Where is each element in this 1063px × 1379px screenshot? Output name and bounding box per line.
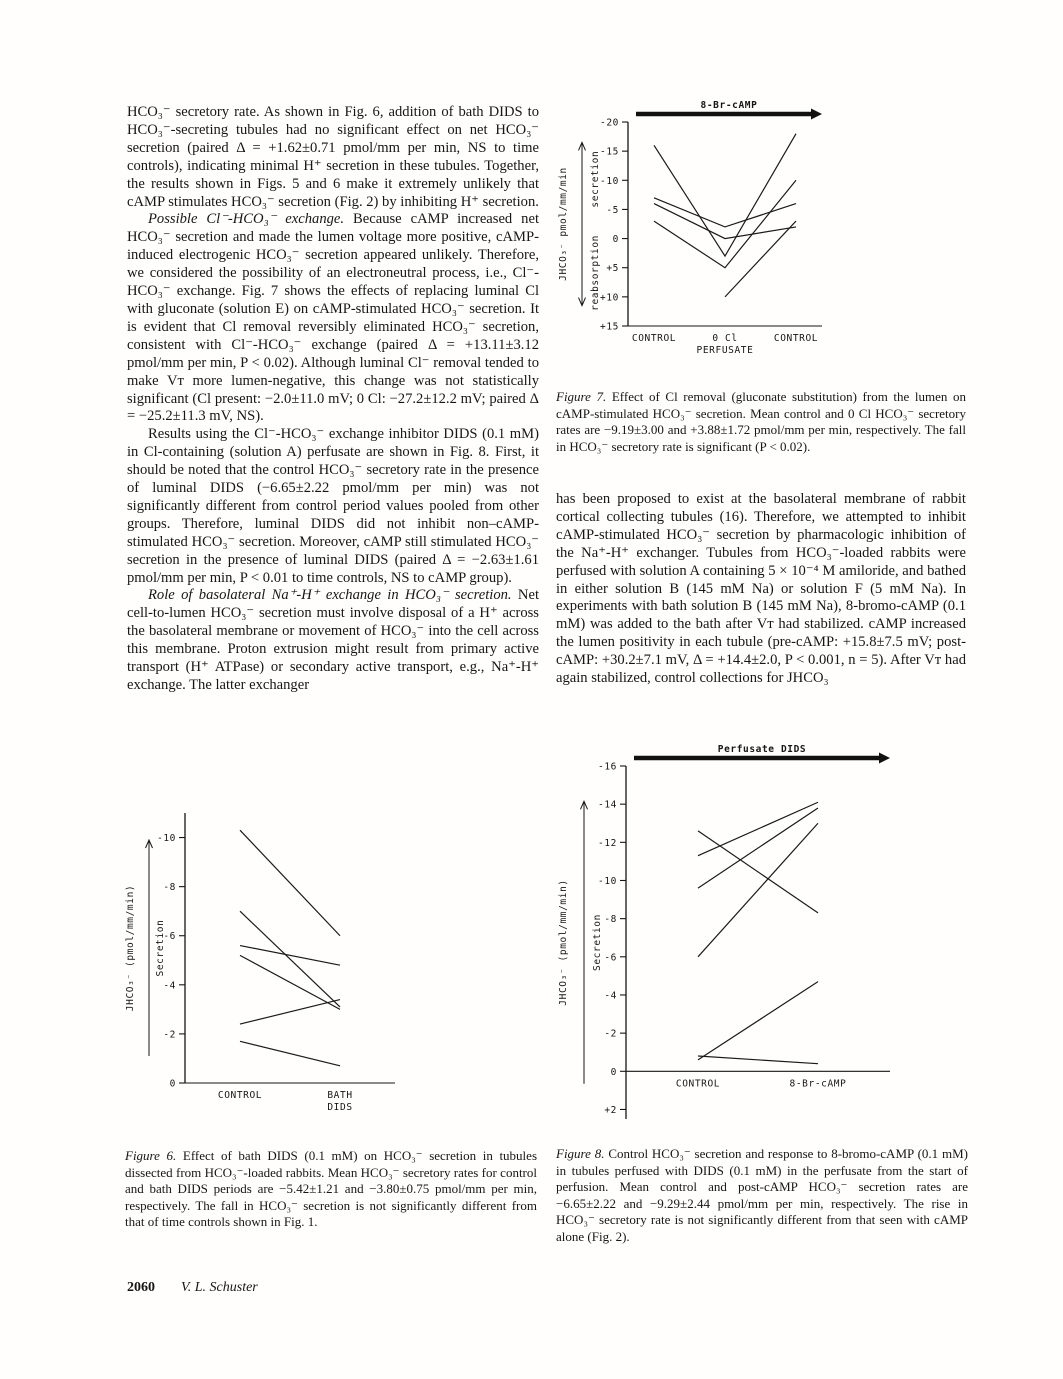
y-tick-label: -20 bbox=[600, 117, 619, 129]
y-direction-label: Secretion bbox=[155, 919, 166, 977]
figure7-line-chart bbox=[556, 92, 846, 382]
figure8-line-chart bbox=[556, 742, 916, 1137]
condition-arrow-label: Perfusate DIDS bbox=[717, 744, 807, 755]
y-tick-label: -10 bbox=[157, 833, 176, 845]
tubule-line bbox=[654, 134, 796, 256]
y-tick-label: -14 bbox=[598, 799, 617, 811]
figure-7 bbox=[556, 92, 966, 455]
y-tick-label: -4 bbox=[163, 980, 176, 992]
y-direction-label: Secretion bbox=[592, 914, 603, 971]
figure8-caption bbox=[556, 1146, 968, 1246]
x-category-label: CONTROL bbox=[631, 333, 677, 344]
tubule-line bbox=[240, 946, 340, 966]
figure7-caption-text: Effect of Cl removal (gluconate substitution) from the lumen on cAMP-stimulated HCO₃⁻ secretion. Mean control and 0 Cl HCO₃⁻ secretory rates are −9.19±3.00 and +3.88±1.72 pmol/mm per min, respectively. The fall in HCO₃⁻ secretory rate is significant (P < 0.02). bbox=[556, 389, 966, 454]
figure7-caption-lead: Figure 7. bbox=[556, 389, 607, 404]
figure8-caption-text: Control HCO₃⁻ secretion and response to 8-bromo-cAMP (0.1 mM) in tubules perfused with DIDS (0.1 mM) in the perfusate from the start of perfusion. Mean control and post-cAMP HCO₃⁻ secretion rates are −6.65±2.22 and −9.29±2.44 pmol/mm per min, respectively. The rise in HCO₃⁻ secretory rate is not significantly different from that seen with cAMP alone (Fig. 2). bbox=[556, 1146, 969, 1244]
condition-arrow-head bbox=[811, 109, 822, 120]
condition-arrow-label: 8-Br-cAMP bbox=[700, 100, 758, 111]
y-tick-label: 0 bbox=[610, 1066, 617, 1078]
figure6-caption-text: Effect of bath DIDS (0.1 mM) on HCO₃⁻ secretion in tubules dissected from HCO₃⁻-loaded rabbits. Mean HCO₃⁻ secretory rates for control and bath DIDS periods are −5.42±1.21 and −3.80±0.75 pmol/mm per min, respectively. The fall in HCO₃⁻ secretion is not significantly different from that of time controls shown in Fig. 1. bbox=[125, 1148, 537, 1230]
tubule-line bbox=[654, 180, 796, 267]
figure-8 bbox=[556, 742, 968, 1246]
y-tick-label: -15 bbox=[600, 146, 619, 158]
paragraph-possible-cl-hco3-exchange bbox=[127, 211, 539, 426]
x-category-label: DIDS bbox=[327, 1102, 353, 1113]
x-category-label: 0 Cl bbox=[712, 333, 738, 344]
page-footer bbox=[127, 1280, 258, 1296]
left-column bbox=[127, 104, 539, 695]
figure6-caption-lead: Figure 6. bbox=[125, 1148, 177, 1163]
paragraph-role-basolateral-exchange bbox=[127, 587, 539, 694]
y-axis-label: JHCO₃⁻ (pmol/mm/min) bbox=[125, 884, 136, 1012]
y-tick-label: -6 bbox=[604, 952, 617, 964]
x-category-label: CONTROL bbox=[217, 1090, 263, 1101]
x-category-label: BATH bbox=[327, 1090, 353, 1101]
tubule-line bbox=[240, 1041, 340, 1066]
tubule-line bbox=[240, 911, 340, 1007]
y-tick-label: +15 bbox=[600, 321, 619, 333]
author-name: V. L. Schuster bbox=[181, 1280, 258, 1295]
figure8-caption-lead: Figure 8. bbox=[556, 1146, 605, 1161]
y-tick-label: -8 bbox=[163, 882, 176, 894]
tubule-line bbox=[654, 204, 796, 239]
x-category-label: CONTROL bbox=[773, 333, 819, 344]
y-tick-label: -16 bbox=[598, 761, 617, 773]
y-tick-label: -2 bbox=[604, 1028, 617, 1040]
y-tick-label: -4 bbox=[604, 990, 617, 1002]
tubule-line bbox=[240, 830, 340, 936]
tubule-line bbox=[698, 1056, 818, 1064]
paragraph-text: Net cell-to-lumen HCO₃⁻ secretion must involve disposal of a H⁺ across the basolateral membrane or movement of HCO₃⁻ into the cell across this membrane. Proton extrusion might result from primary active transport (H⁺ ATPase) or secondary active transport, e.g., Na⁺-H⁺ exchange. The latter exchanger bbox=[127, 587, 539, 693]
y-axis-label: JHCO₃⁻ (pmol/mm/min) bbox=[558, 879, 569, 1006]
y-tick-label: +10 bbox=[600, 292, 619, 304]
figure-6 bbox=[125, 795, 537, 1231]
y-tick-label: +5 bbox=[606, 263, 619, 275]
y-direction-label: secretion bbox=[590, 150, 601, 208]
figure6-caption bbox=[125, 1148, 537, 1231]
x-category-label: CONTROL bbox=[675, 1078, 721, 1090]
y-tick-label: -5 bbox=[606, 204, 619, 216]
y-tick-label: -10 bbox=[600, 175, 619, 187]
page-number: 2060 bbox=[127, 1280, 155, 1295]
y-tick-label: 0 bbox=[169, 1078, 176, 1090]
tubule-line bbox=[654, 198, 796, 227]
figure6-line-chart bbox=[125, 795, 425, 1140]
paragraph-results-luminal-dids: Results using the Cl⁻-HCO₃⁻ exchange inhibitor DIDS (0.1 mM) in Cl-containing (solution A) perfusate are shown in Fig. 8. First, it should be noted that the control HCO₃⁻ secretory rate in the presence of luminal DIDS (−6.65±2.22 pmol/mm per min) was not significantly different from control period values pooled from other groups. Therefore, luminal DIDS did not inhibit non–cAMP-stimulated HCO₃⁻ secretion. Moreover, cAMP still stimulated HCO₃⁻ secretion in the presence of luminal DIDS (paired Δ = −2.63±1.61 pmol/mm per min, P < 0.01 to time controls, NS to cAMP group). bbox=[127, 426, 539, 586]
tubule-line bbox=[240, 955, 340, 1009]
x-sub-label: PERFUSATE bbox=[696, 345, 754, 356]
tubule-line bbox=[240, 1000, 340, 1025]
figure7-caption bbox=[556, 389, 966, 455]
paragraph-text: Because cAMP increased net HCO₃⁻ secretion and made the lumen voltage more positive, cAMP-induced electrogenic HCO₃⁻ secretion appeared unlikely. Therefore, we considered the possibility of an electroneutral process, i.e., Cl⁻-HCO₃⁻ exchange. Fig. 7 shows the effects of replacing luminal Cl with gluconate (solution E) on cAMP-stimulated HCO₃⁻ secretion. It is evident that Cl removal reversibly eliminated HCO₃⁻ secretion, consistent with Cl⁻-HCO₃⁻ exchange (paired Δ = +13.11±3.12 pmol/mm per min, P < 0.02). Although luminal Cl⁻ removal tended to make Vᴛ more lumen-negative, this change was not statistically significant (Cl present: −2.0±11.0 mV; 0 Cl: −27.2±12.2 mV; paired Δ = −25.2±11.3 mV, NS). bbox=[127, 211, 540, 425]
x-category-label: 8-Br-cAMP bbox=[789, 1078, 847, 1090]
y-tick-label: +2 bbox=[604, 1104, 617, 1116]
paragraph-basolateral-continuation: has been proposed to exist at the basolateral membrane of rabbit cortical collecting tubules (16). Therefore, we attempted to inhibit cAMP-stimulated HCO₃⁻ secretion by pharmacologic inhibition of the Na⁺-H⁺ exchanger. Tubules from HCO₃⁻-loaded rabbits were perfused with solution A containing 5 × 10⁻⁴ M amiloride, and bathed in either solution B (145 mM Na) or solution F (5 mM Na). In experiments with bath solution B (145 mM Na), 8-bromo-cAMP (0.1 mM) was added to the bath after Vᴛ had stabilized. cAMP increased the lumen positivity in each tubule (pre-cAMP: +15.8±7.5 mV; post-cAMP: +30.2±7.1 mV, Δ = +14.4±2.0, P < 0.001, n = 5). After Vᴛ had again stabilized, control collections for JHCO₃ bbox=[556, 491, 966, 687]
y-tick-label: -6 bbox=[163, 931, 176, 943]
y-tick-label: 0 bbox=[612, 234, 619, 246]
y-direction-label: reabsorption bbox=[590, 235, 601, 311]
paragraph-lead-italic: Role of basolateral Na⁺-H⁺ exchange in HCO₃⁻ secretion. bbox=[148, 587, 512, 604]
y-axis-label: JHCO₃⁻ pmol/mm/min bbox=[558, 167, 569, 281]
tubule-line bbox=[698, 982, 818, 1060]
right-column bbox=[556, 491, 966, 688]
y-tick-label: -10 bbox=[598, 875, 617, 887]
y-tick-label: -8 bbox=[604, 914, 617, 926]
condition-arrow-head bbox=[879, 753, 890, 764]
paragraph-hco3-secretory-rate: HCO₃⁻ secretory rate. As shown in Fig. 6, addition of bath DIDS to HCO₃⁻-secreting tubules had no significant effect on net HCO₃⁻ secretion (paired Δ = +1.62±0.71 pmol/mm per min, NS to time controls), indicating minimal H⁺ secretion in these tubules. Together, the results shown in Figs. 5 and 6 make it extremely unlikely that cAMP stimulates HCO₃⁻ secretion (Fig. 2) by inhibiting H⁺ secretion. bbox=[127, 104, 539, 210]
y-tick-label: -12 bbox=[598, 837, 617, 849]
y-tick-label: -2 bbox=[163, 1029, 176, 1041]
paragraph-lead-italic: Possible Cl⁻-HCO₃⁻ exchange. bbox=[148, 211, 345, 228]
